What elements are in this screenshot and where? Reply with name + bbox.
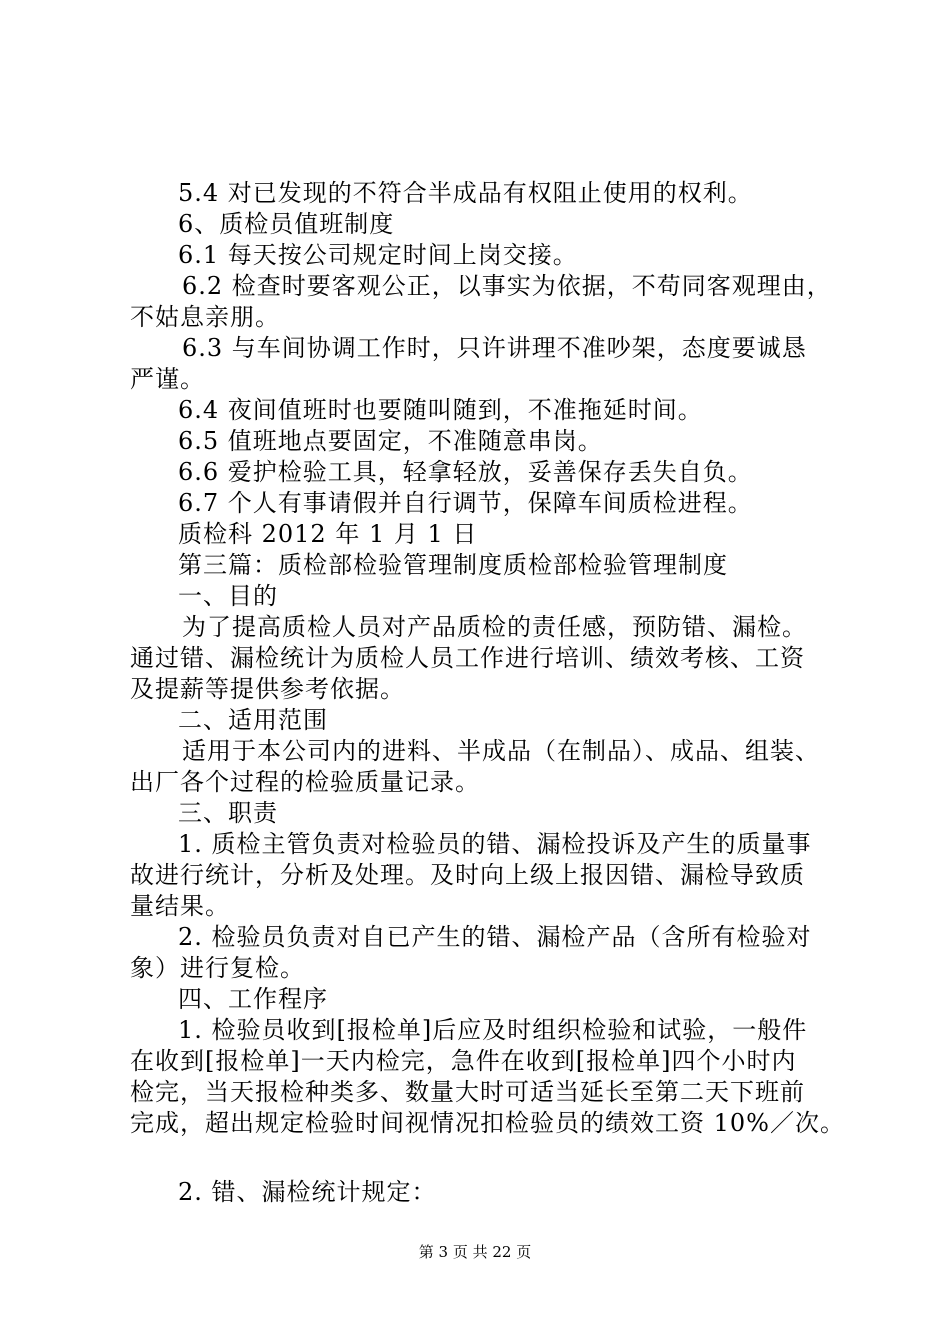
paragraph-line: 故进行统计，分析及处理。及时向上级上报因错、漏检导致质 [130,861,805,889]
paragraph-line: 6.7 个人有事请假并自行调节，保障车间质检进程。 [178,489,753,517]
paragraph-line: 6.6 爱护检验工具，轻拿轻放，妥善保存丢失自负。 [178,458,753,486]
paragraph-line: 6.5 值班地点要固定，不准随意串岗。 [178,427,603,455]
section-heading: 四、工作程序 [178,985,328,1013]
paragraph-line: 在收到[报检单]一天内检完，急件在收到[报检单]四个小时内 [130,1047,797,1075]
paragraph-line: 6.3 与车间协调工作时，只许讲理不准吵架，态度要诚恳 [182,334,807,362]
paragraph-line: 不姑息亲朋。 [130,303,280,331]
chapter-title: 第三篇：质检部检验管理制度质检部检验管理制度 [178,551,728,579]
section-heading: 6、质检员值班制度 [178,210,395,238]
paragraph-line: 6.2 检查时要客观公正，以事实为依据，不苟同客观理由， [182,272,832,300]
paragraph-line: 5.4 对已发现的不符合半成品有权阻止使用的权利。 [178,179,753,207]
section-heading: 三、职责 [178,799,278,827]
paragraph-line: 检完，当天报检种类多、数量大时可适当延长至第二天下班前 [130,1078,805,1106]
paragraph-line: 通过错、漏检统计为质检人员工作进行培训、绩效考核、工资 [130,644,805,672]
paragraph-line: 1. 质检主管负责对检验员的错、漏检投诉及产生的质量事 [178,830,812,858]
paragraph-line: 适用于本公司内的进料、半成品（在制品）、成品、组装、 [182,737,820,765]
paragraph-line: 6.1 每天按公司规定时间上岗交接。 [178,241,578,269]
page-number: 第 3 页 共 22 页 [418,1243,532,1261]
paragraph-line: 为了提高质检人员对产品质检的责任感，预防错、漏检。 [182,613,807,641]
paragraph-line: 完成，超出规定检验时间视情况扣检验员的绩效工资 10%／次。 [130,1109,845,1137]
paragraph-line: 6.4 夜间值班时也要随叫随到，不准拖延时间。 [178,396,703,424]
paragraph-line: 2. 错、漏检统计规定： [178,1178,437,1206]
document-body [130,178,850,1208]
paragraph-line: 1. 检验员收到[报检单]后应及时组织检验和试验，一般件 [178,1016,808,1044]
section-heading: 一、目的 [178,582,278,610]
paragraph-line: 2. 检验员负责对自已产生的错、漏检产品（含所有检验对 [178,923,812,951]
paragraph-gap [130,1139,850,1177]
signature-date: 质检科 2012 年 1 月 1 日 [178,520,478,548]
paragraph-line: 出厂各个过程的检验质量记录。 [130,768,480,796]
paragraph-line: 及提薪等提供参考依据。 [130,675,405,703]
section-heading: 二、适用范围 [178,706,328,734]
paragraph-line: 象）进行复检。 [130,954,305,982]
page-footer [0,1242,950,1262]
paragraph-line: 量结果。 [130,892,230,920]
paragraph-line: 严谨。 [130,365,205,393]
